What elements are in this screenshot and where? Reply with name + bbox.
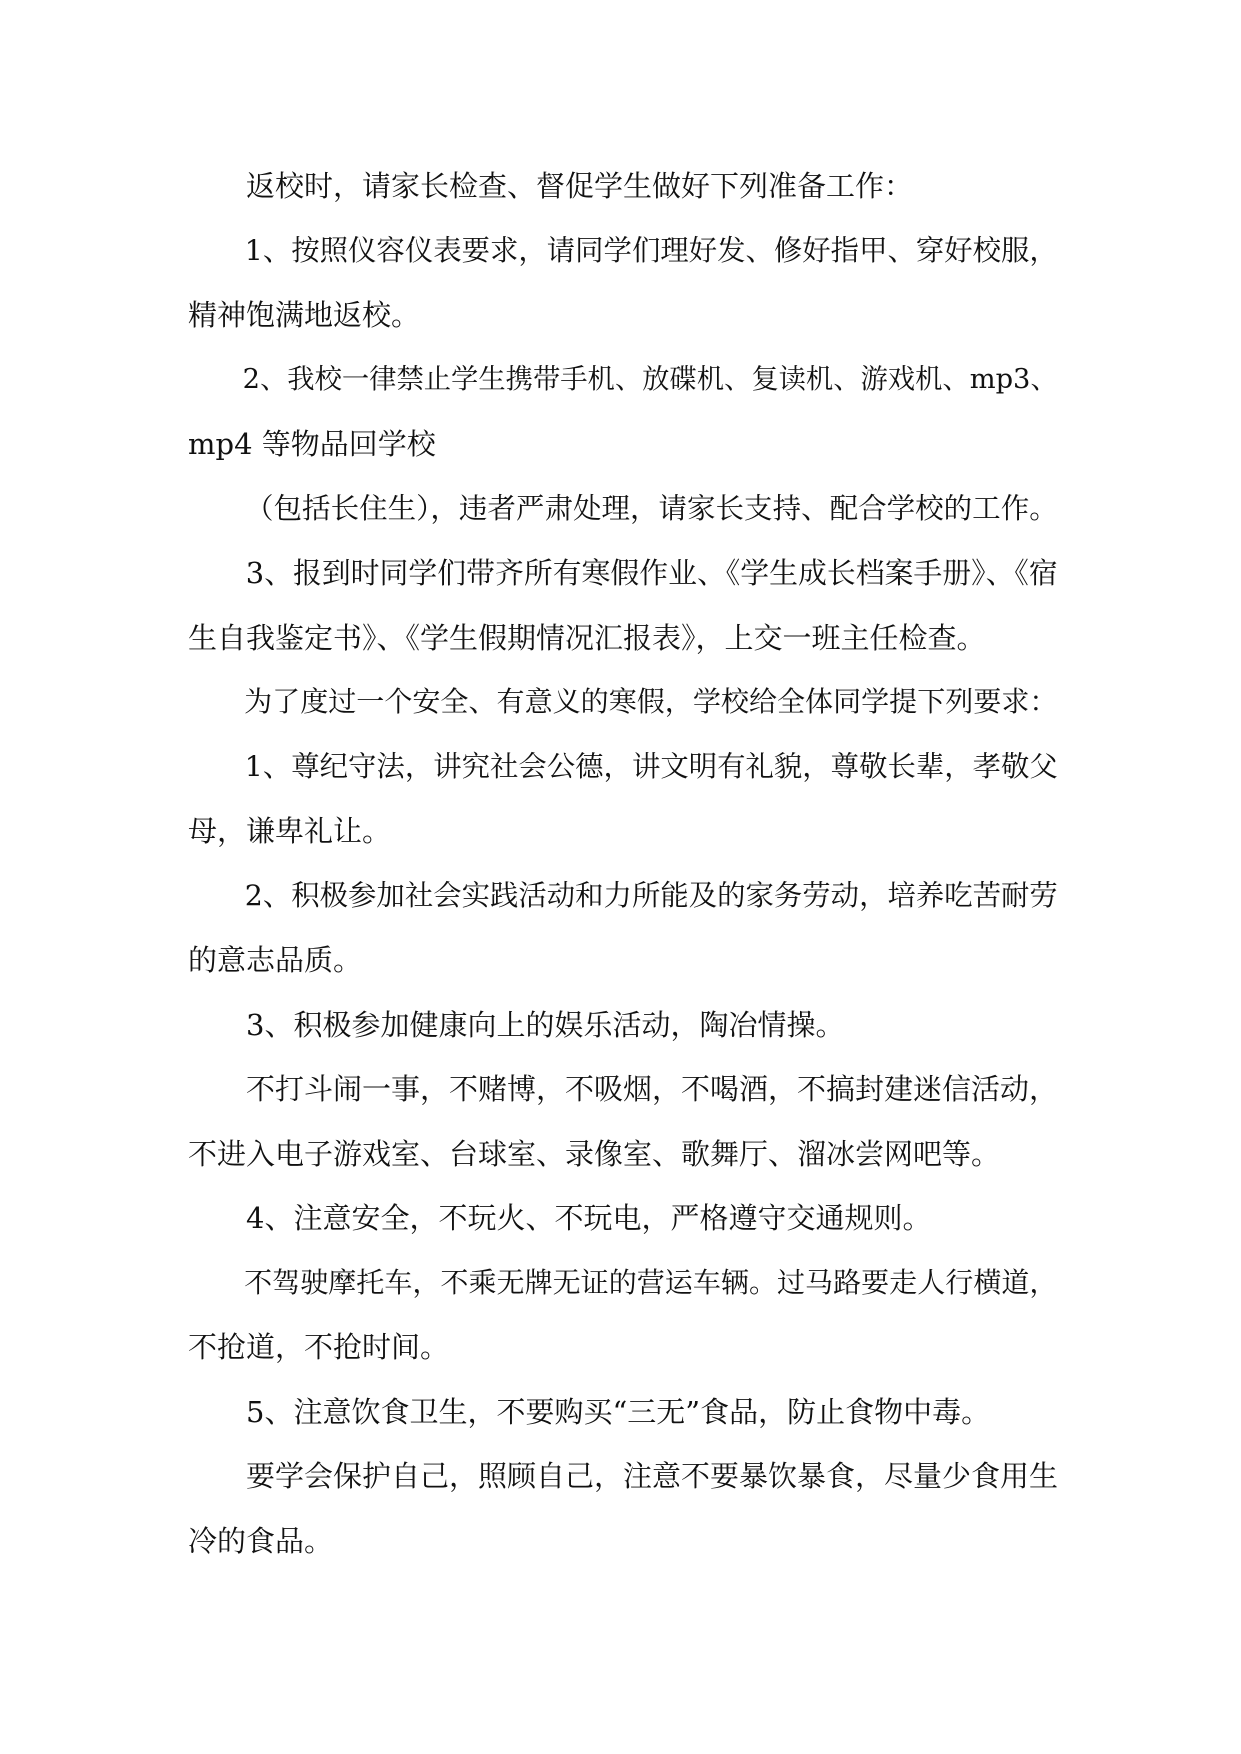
text-line-item-3-cont: 生自我鉴定书》、《学生假期情况汇报表》，上交一班主任检查。 — [188, 620, 986, 655]
text-line-req-4: 4、注意安全，不玩火、不玩电，严格遵守交通规则。 — [246, 1201, 932, 1235]
text-line-req-2-cont: 的意志品质。 — [188, 943, 363, 977]
text-line-item-2: 2、我校一律禁止学生携带手机、放碟机、复读机、游戏机、mp3、 — [242, 363, 1058, 395]
text-line-item-2-note: （包括长住生），违者严肃处理，请家长支持、配合学校的工作。 — [245, 491, 1058, 525]
text-line-req-5-detail: 要学会保护自己，照顾自己，注意不要暴饮暴食，尽量少食用生 — [246, 1459, 1059, 1493]
text-line-req-5: 5、注意饮食卫生，不要购买“三无”食品，防止食物中毒。 — [246, 1394, 991, 1429]
text-line-requirements-intro: 为了度过一个安全、有意义的寒假，学校给全体同学提下列要求： — [244, 685, 1058, 718]
text-line-item-3: 3、报到时同学们带齐所有寒假作业、《学生成长档案手册》、《宿 — [245, 556, 1058, 590]
text-line-req-3-detail-cont: 不进入电子游戏室、台球室、录像室、歌舞厅、溜冰尝网吧等。 — [188, 1136, 1001, 1171]
text-line-intro: 返校时，请家长检查、督促学生做好下列准备工作： — [246, 169, 914, 203]
text-line-req-3: 3、积极参加健康向上的娱乐活动，陶冶情操。 — [246, 1007, 845, 1042]
text-line-item-2-cont: mp4 等物品回学校 — [188, 427, 436, 461]
text-line-req-5-detail-cont: 冷的食品。 — [188, 1523, 334, 1558]
document-body — [188, 154, 1058, 1573]
text-line-req-3-detail: 不打斗闹一事，不赌博，不吸烟，不喝酒，不搞封建迷信活动， — [246, 1072, 1059, 1106]
text-line-req-4-detail-cont: 不抢道，不抢时间。 — [188, 1330, 450, 1364]
text-line-req-1: 1、尊纪守法，讲究社会公德，讲文明有礼貌，尊敬长辈，孝敬父 — [244, 749, 1058, 783]
text-line-req-4-detail: 不驾驶摩托车，不乘无牌无证的营运车辆。过马路要走人行横道， — [244, 1265, 1058, 1299]
text-line-item-1-cont: 精神饱满地返校。 — [188, 298, 421, 332]
text-line-req-2: 2、积极参加社会实践活动和力所能及的家务劳动，培养吃苦耐劳 — [244, 878, 1058, 912]
text-line-req-1-cont: 母，谦卑礼让。 — [188, 814, 392, 848]
text-line-item-1: 1、按照仪容仪表要求，请同学们理好发、修好指甲、穿好校服， — [244, 233, 1058, 267]
